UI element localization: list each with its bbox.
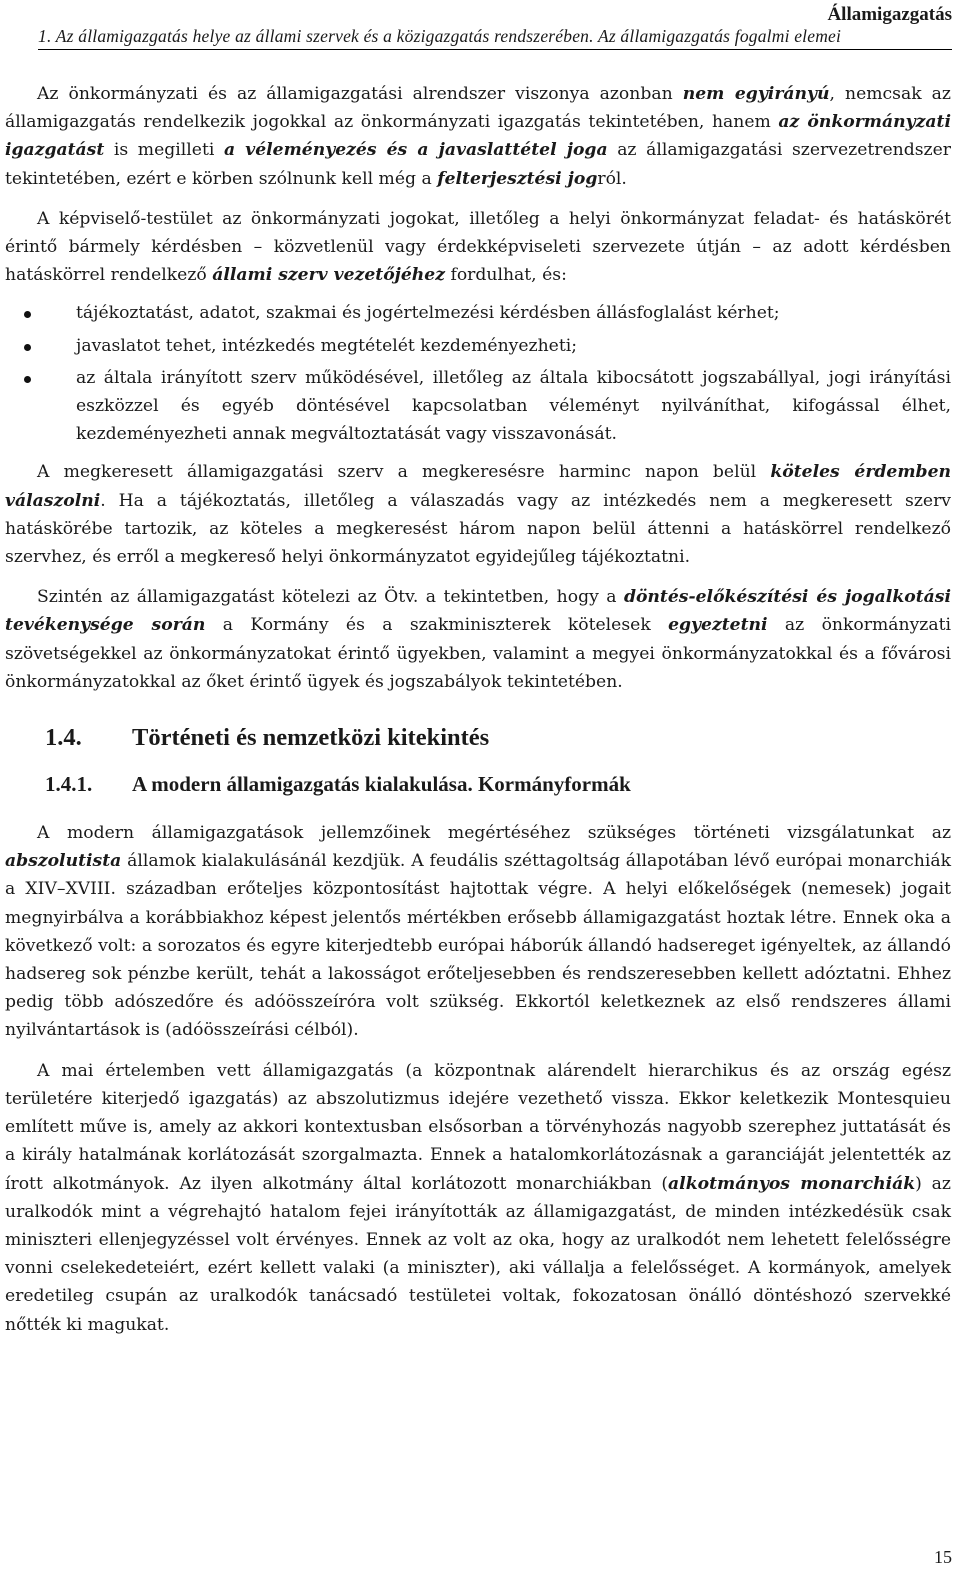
list-item	[5, 364, 951, 449]
paragraph	[5, 1057, 951, 1339]
paragraph	[5, 583, 951, 696]
text-run: fordulhat, és:	[445, 265, 567, 286]
text-run: ról.	[597, 168, 627, 189]
section-title: Történeti és nemzetközi kitekintés	[132, 724, 490, 752]
emphasis-text: abszolutista	[5, 851, 122, 872]
text-run: Az önkormányzati és az államigazgatási alrendszer viszonya azonban	[37, 84, 683, 104]
text-run: A képviselő-testület az önkormányzati jogokat, illetőleg a helyi önkormányzat feladat- és hatáskörét érintő bármely kérdésben – közvetlenül vagy érdekképviseleti szervezete útján – az adott kérdésben hatáskörrel rendelkező	[5, 208, 951, 286]
running-header-title: Államigazgatás	[827, 4, 952, 25]
section-number: 1.4.	[45, 724, 82, 752]
emphasis-text: döntés-előkészítési és jogalkotási tevékenysége során	[5, 587, 951, 636]
text-run: , nemcsak az államigazgatás rendelkezik jogokkal az önkormányzati igazgatás tekintetében, hanem	[5, 84, 951, 133]
text-run: is megilleti	[104, 140, 224, 161]
text-run: a Kormány és a szakminiszterek kötelesek	[205, 615, 669, 636]
text-run: . Ha a tájékoztatás, illetőleg a válaszadás vagy az intézkedés nem a megkeresett szerv hatáskörébe tartozik, az köteles a megkeresést három napon belül áttenni a hatáskörrel rendelkező szervhez, és erről a megkereső helyi önkormányzatot egyidejűleg tájékoztatni.	[5, 490, 951, 568]
emphasis-text: a véleményezés és a javaslattétel joga	[223, 140, 608, 161]
list-item	[5, 332, 951, 360]
text-run: államok kialakulásánál kezdjük. A feudális széttagoltság állapotában lévő európai monarchiák a XIV–XVIII. században erőteljes központosítást hajtottak végre. A helyi előkelőségek (nemesek) jogait megnyirbálva a korábbiakhoz képest jelentős mértékben erősebb államigazgatást hoztak létre. Ennek oka a következő volt: a sorozatos és egyre kiterjedtebb európai háborúk állandó hadsereget igényeltek, az állandó hadsereg sok pénzbe került, tehát a lakosságot erőteljesebben és rendszeresebben kellett adóztatni. Ehhez pedig több adószedőre és adóösszeíróra volt szükség. Ekkortól keletkeznek az első rendszeres állami nyilvántartások is (adóösszeírási célból).	[5, 851, 951, 1041]
text-run: A megkeresett államigazgatási szerv a megkeresésre harminc napon belül	[37, 462, 771, 483]
text-run: ) az uralkodók mint a végrehajtó hatalom fejei irányították az államigazgatást, de minden intézkedésük csak miniszteri ellenjegyzéssel volt érvényes. Ennek az volt az oka, hogy az uralkodót nem lehetett felelősségre vonni cselekedeteiért, ezért kellett valaki (a miniszter), aki vállalja a felelősséget. A kormányok, amelyek eredetileg csupán az uralkodók tanácsadó testületei voltak, fokozatosan önálló döntéshozó szervekké nőtték ki magukat.	[5, 1173, 951, 1335]
text-run: Szintén az államigazgatást kötelezi az Ötv. a tekintetben, hogy a	[37, 587, 624, 608]
page-content	[5, 80, 951, 1339]
list-item-text: javaslatot tehet, intézkedés megtételét kezdeményezheti;	[76, 335, 578, 356]
section-heading	[5, 724, 951, 752]
emphasis-text: felterjesztési jog	[437, 168, 598, 189]
text-run: az önkormányzati szövetségekkel az önkormányzatokat érintő ügyekben, valamint a megyei önkormányzatokkal és a fővárosi önkormányzatokkal az őket érintő ügyek és jogszabályok tekintetében.	[5, 615, 952, 692]
subsection-title: A modern államigazgatás kialakulása. Kormányformák	[132, 772, 631, 797]
bullet-list	[5, 299, 951, 448]
emphasis-text: állami szerv vezetőjéhez	[212, 265, 445, 286]
list-item	[5, 299, 951, 327]
paragraph	[5, 80, 951, 193]
subsection-heading	[5, 772, 951, 797]
bullet-icon	[24, 376, 31, 383]
page-number: 15	[934, 1547, 952, 1567]
paragraph	[5, 819, 951, 1045]
paragraph	[5, 205, 951, 290]
text-run: A mai értelemben vett államigazgatás (a központnak alárendelt hierarchikus és az ország egész területére kiterjedő igazgatás) az abszolutizmus idejére vezethető vissza. Ekkor keletkezik Montesquieu említett műve is, amely az akkori kontextusban elsősorban a törvényhozás nagyobb szerephez juttatását és a király hatalmának korlátozását szorgalmazta. Ennek a hatalomkorlátozásnak a garanciáját jelentették az írott alkotmányok. Az ilyen alkotmány által korlátozott monarchiákban (	[5, 1060, 951, 1194]
emphasis-text: köteles érdemben válaszolni	[5, 462, 951, 511]
emphasis-text: nem egyirányú	[682, 84, 830, 104]
emphasis-text: alkotmányos monarchiák	[668, 1173, 916, 1194]
text-run: A modern államigazgatások jellemzőinek megértéséhez szükséges történeti vizsgálatunkat az	[37, 823, 951, 844]
subsection-number: 1.4.1.	[45, 772, 93, 797]
bullet-icon	[24, 344, 31, 351]
emphasis-text: az önkormányzati igazgatást	[5, 112, 951, 161]
text-run: az államigazgatási szervezetrendszer tekintetében, ezért e körben szólnunk kell még a	[5, 140, 951, 189]
paragraph	[5, 458, 951, 571]
bullet-icon	[24, 311, 31, 318]
list-item-text: tájékoztatást, adatot, szakmai és jogértelmezési kérdésben állásfoglalást kérhet;	[76, 303, 780, 324]
running-header-subtitle: 1. Az államigazgatás helye az állami szervek és a közigazgatás rendszerében. Az államigazgatás fogalmi elemei	[38, 26, 952, 50]
list-item-text: az általa irányított szerv működésével, illetőleg az általa kibocsátott jogszabállyal, jogi irányítási eszközzel és egyéb döntésével kapcsolatban véleményt nyilváníthat, kifogással élhet, kezdeményezheti annak megváltoztatását vagy visszavonását.	[76, 367, 951, 445]
emphasis-text: egyeztetni	[668, 615, 768, 636]
